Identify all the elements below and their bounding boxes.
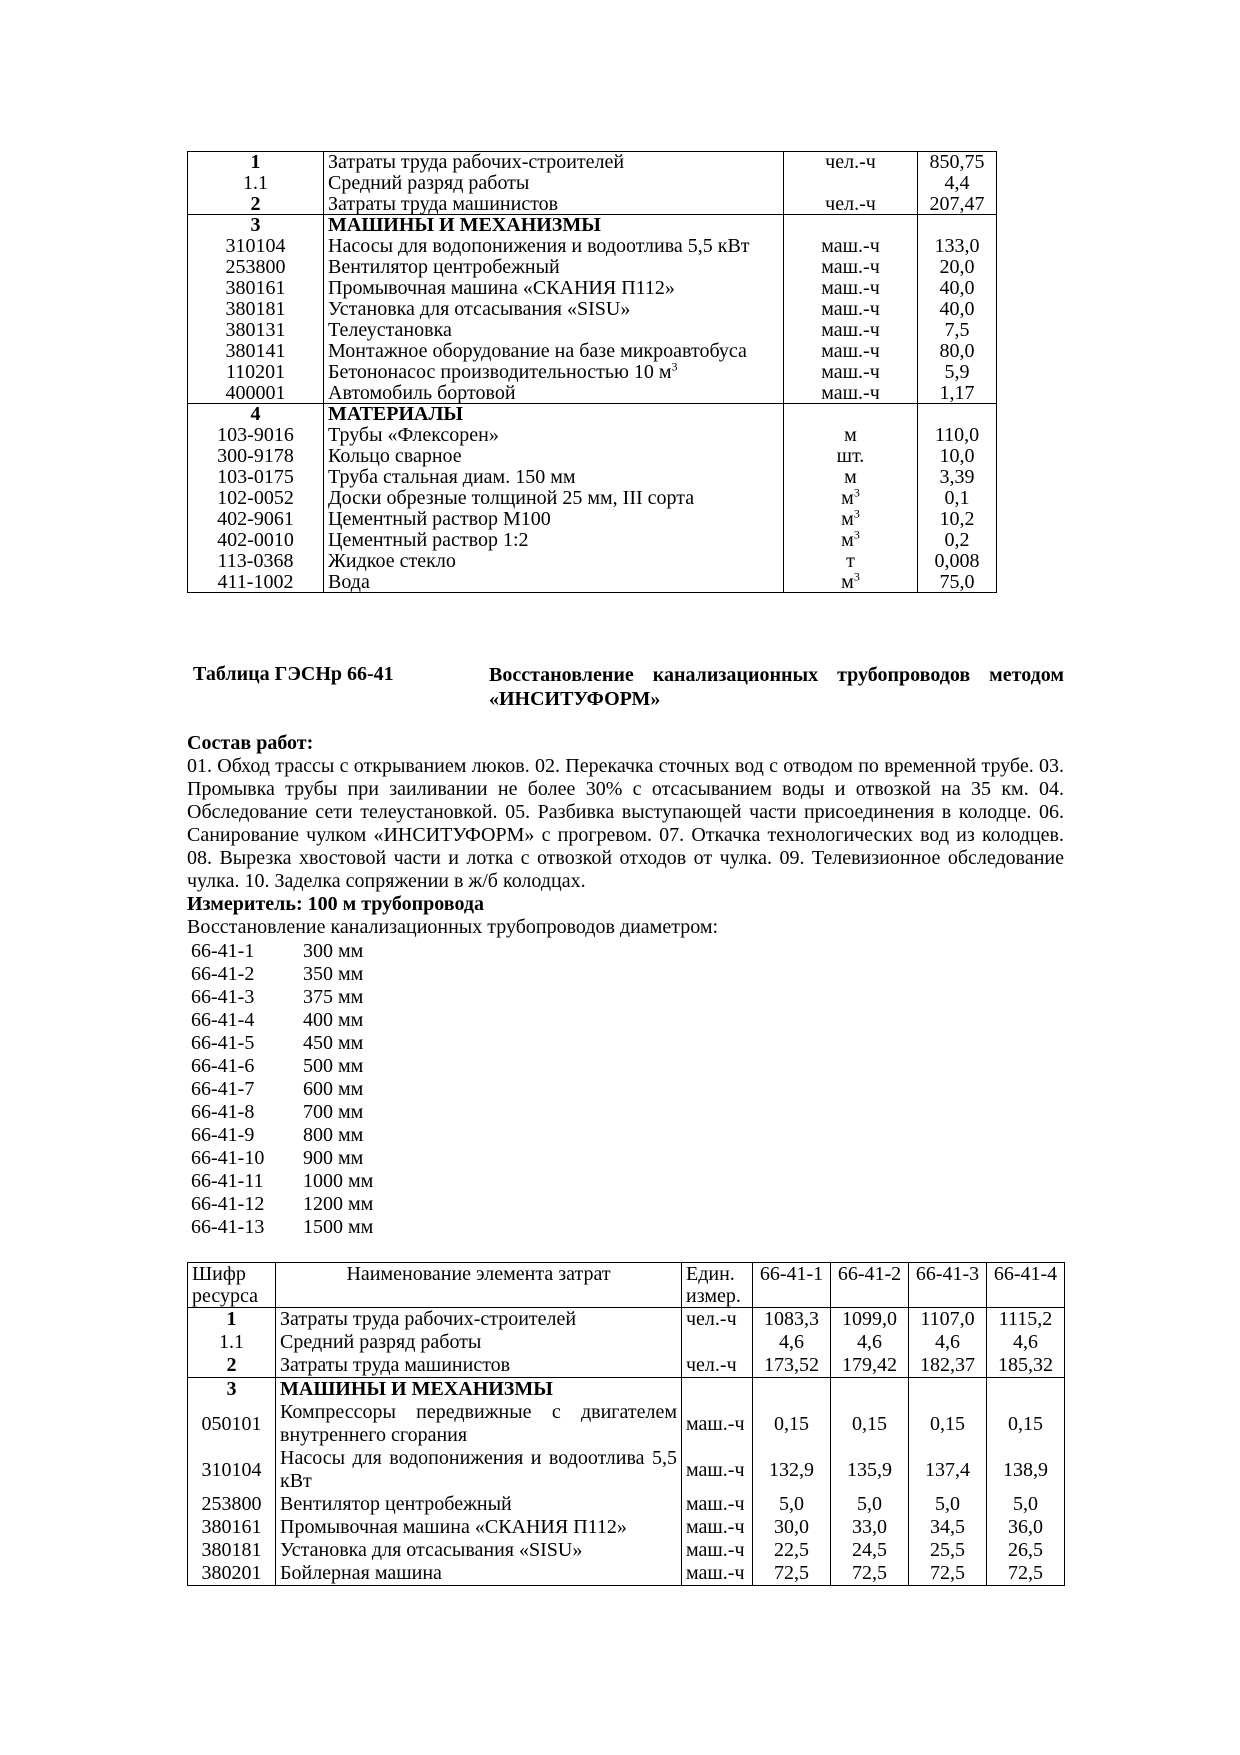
resource-value: 26,5 — [987, 1539, 1065, 1562]
resource-name — [324, 467, 784, 488]
resource-unit — [784, 425, 918, 446]
resource-code: 310104 — [188, 1447, 276, 1493]
header-unit: Един. измер. — [682, 1263, 753, 1308]
table-row — [188, 1378, 1065, 1402]
diameter-size: 300 мм — [303, 940, 364, 962]
resource-code: 380201 — [188, 1562, 276, 1586]
resource-name — [324, 236, 784, 257]
diameter-size: 600 мм — [303, 1078, 364, 1100]
resource-value: 75,0 — [918, 572, 997, 593]
resource-value — [909, 1378, 987, 1402]
resource-value: 1083,3 — [753, 1308, 831, 1332]
resource-name-text: Цементный раствор М100 — [328, 508, 551, 530]
resource-code: 103-9016 — [188, 425, 324, 446]
resource-value: 5,0 — [987, 1493, 1065, 1516]
table-row — [188, 1516, 1065, 1539]
diameter-code: 66-41-8 — [191, 1101, 255, 1123]
resource-name-text: Вода — [328, 571, 370, 593]
resource-code: 253800 — [188, 1493, 276, 1516]
resource-value: 133,0 — [918, 236, 997, 257]
resource-name-text: Затраты труда рабочих-строителей — [328, 151, 625, 173]
diameter-item — [191, 1078, 453, 1101]
resource-code: 380161 — [188, 1516, 276, 1539]
diameter-code: 66-41-9 — [191, 1124, 255, 1146]
header-col-4: 66-41-4 — [987, 1263, 1065, 1308]
table-row — [188, 278, 997, 299]
resource-unit: чел.-ч — [682, 1354, 753, 1378]
resource-code: 310104 — [188, 236, 324, 257]
resource-value: 173,52 — [753, 1354, 831, 1378]
resource-table-top — [187, 151, 997, 593]
table-row — [188, 236, 997, 257]
header-col-1: 66-41-1 — [753, 1263, 831, 1308]
resource-name: Компрессоры передвижные с двигателем внутреннего сгорания — [276, 1401, 682, 1447]
resource-unit: маш.-ч — [682, 1516, 753, 1539]
resource-unit: маш.-ч — [682, 1447, 753, 1493]
resource-name — [324, 299, 784, 320]
resource-unit: маш.-ч — [682, 1539, 753, 1562]
resource-unit — [784, 152, 918, 173]
table-row — [188, 1308, 1065, 1332]
resource-unit-text: чел.-ч — [825, 151, 876, 173]
diameter-code: 66-41-2 — [191, 963, 255, 985]
resource-value: 30,0 — [753, 1516, 831, 1539]
resource-code: 1 — [188, 1308, 276, 1332]
resource-name-text: Телеустановка — [328, 319, 452, 341]
resource-value: 25,5 — [909, 1539, 987, 1562]
resource-unit-text: маш.-ч — [821, 361, 880, 383]
works-heading: Состав работ: — [187, 732, 314, 754]
resource-unit — [784, 173, 918, 194]
resource-name — [324, 362, 784, 383]
resource-code: 402-9061 — [188, 509, 324, 530]
resource-unit — [784, 488, 918, 509]
diameter-size: 400 мм — [303, 1009, 364, 1031]
diameter-size: 1000 мм — [303, 1170, 374, 1192]
diameter-item — [191, 1101, 453, 1124]
resource-value: 4,6 — [987, 1331, 1065, 1354]
resource-value: 185,32 — [987, 1354, 1065, 1378]
resource-value: 4,6 — [909, 1331, 987, 1354]
resource-name-text: Средний разряд работы — [328, 172, 530, 194]
resource-name-text: Труба стальная диам. 150 мм — [328, 466, 576, 488]
diameter-code: 66-41-10 — [191, 1147, 265, 1169]
resource-value: 1107,0 — [909, 1308, 987, 1332]
resource-name: Установка для отсасывания «SISU» — [276, 1539, 682, 1562]
table-row — [188, 446, 997, 467]
table-row — [188, 509, 997, 530]
resource-name: Насосы для водопонижения и водоотлива 5,5 кВт — [276, 1447, 682, 1493]
resource-value: 72,5 — [909, 1562, 987, 1586]
diameter-item — [191, 1193, 453, 1216]
resource-value: 4,6 — [831, 1331, 909, 1354]
table-row — [188, 1354, 1065, 1378]
diameter-size: 1200 мм — [303, 1193, 374, 1215]
resource-name — [324, 152, 784, 173]
resource-unit-superscript: 3 — [853, 508, 860, 520]
resource-code: 4 — [188, 404, 324, 425]
resource-unit — [784, 467, 918, 488]
resource-name: Затраты труда рабочих-строителей — [276, 1308, 682, 1332]
resource-value: 138,9 — [987, 1447, 1065, 1493]
resource-name — [324, 425, 784, 446]
resource-value: 110,0 — [918, 425, 997, 446]
diameter-code: 66-41-5 — [191, 1032, 255, 1054]
table-row — [188, 1493, 1065, 1516]
table-row — [188, 572, 997, 593]
works-description: 01. Обход трассы с открыванием люков. 02. Перекачка сточных вод с отводом по временной трубе. 03. Промывка трубы при заиливании не более 30% с отсасыванием воды и отвозкой на 35 км. 04. Обследование сети телеустановкой. 05. Разбивка выступающей части присоединения в колодце. 06. Санирование чулком «ИНСИТУФОРМ» с прогревом. 07. Откачка технологических вод из колодцев. 08. Вырезка хвостовой части и лотка с отвозкой отходов от чулка. 09. Телевизионное обследование чулка. 10. Заделка сопряжении в ж/б колодцах. — [187, 755, 1064, 892]
resource-code: 3 — [188, 1378, 276, 1402]
resource-unit-superscript: 3 — [853, 571, 860, 583]
diameter-item — [191, 1170, 453, 1193]
resource-name — [324, 194, 784, 215]
resource-value — [918, 215, 997, 236]
resource-value — [831, 1378, 909, 1402]
resource-code: 300-9178 — [188, 446, 324, 467]
resource-value: 10,0 — [918, 446, 997, 467]
diameter-item — [191, 986, 453, 1009]
diameter-size: 450 мм — [303, 1032, 364, 1054]
resource-unit-superscript: 3 — [853, 487, 860, 499]
resource-value: 0,15 — [753, 1401, 831, 1447]
resource-code: 400001 — [188, 383, 324, 404]
resource-name-text: Насосы для водопонижения и водоотлива 5,5 кВт — [328, 235, 750, 257]
resource-name — [324, 488, 784, 509]
resource-unit — [784, 341, 918, 362]
resource-value: 1115,2 — [987, 1308, 1065, 1332]
diameter-item — [191, 1147, 453, 1170]
diameter-code: 66-41-3 — [191, 986, 255, 1008]
resource-unit — [784, 509, 918, 530]
resource-value: 72,5 — [987, 1562, 1065, 1586]
diameter-size: 800 мм — [303, 1124, 364, 1146]
resource-name-text: МАШИНЫ И МЕХАНИЗМЫ — [328, 214, 601, 236]
table-row — [188, 194, 997, 215]
resource-value: 7,5 — [918, 320, 997, 341]
table-row — [188, 341, 997, 362]
measure-unit: Измеритель: 100 м трубопровода — [187, 893, 484, 915]
resource-name — [324, 404, 784, 425]
diameter-code: 66-41-6 — [191, 1055, 255, 1077]
resource-name-text: Автомобиль бортовой — [328, 382, 516, 404]
resource-name-text: Монтажное оборудование на базе микроавтобуса — [328, 340, 747, 362]
resource-table-main-body — [188, 1263, 1065, 1586]
diameter-list — [191, 940, 453, 1239]
resource-name: Средний разряд работы — [276, 1331, 682, 1354]
resource-unit — [784, 236, 918, 257]
resource-code: 1.1 — [188, 173, 324, 194]
resource-code: 3 — [188, 215, 324, 236]
table-row — [188, 1447, 1065, 1493]
resource-value: 5,0 — [753, 1493, 831, 1516]
resource-name — [324, 341, 784, 362]
resource-code: 380181 — [188, 1539, 276, 1562]
diameter-size: 900 мм — [303, 1147, 364, 1169]
table-row — [188, 257, 997, 278]
resource-code: 2 — [188, 194, 324, 215]
resource-name: Промывочная машина «СКАНИЯ П112» — [276, 1516, 682, 1539]
works-section — [187, 732, 1064, 939]
resource-unit — [784, 215, 918, 236]
resource-code: 411-1002 — [188, 572, 324, 593]
resource-unit-text: маш.-ч — [821, 382, 880, 404]
diameter-item — [191, 1009, 453, 1032]
resource-unit-text: маш.-ч — [821, 340, 880, 362]
resource-value: 40,0 — [918, 278, 997, 299]
resource-value: 72,5 — [753, 1562, 831, 1586]
resource-value: 0,1 — [918, 488, 997, 509]
resource-unit-text: м — [844, 424, 857, 446]
resource-name — [324, 215, 784, 236]
resource-unit-text: маш.-ч — [821, 319, 880, 341]
diameter-item — [191, 963, 453, 986]
resource-value: 135,9 — [831, 1447, 909, 1493]
header-col-3: 66-41-3 — [909, 1263, 987, 1308]
resource-unit-text: м — [841, 529, 854, 551]
diameter-code: 66-41-13 — [191, 1216, 265, 1238]
diameter-item — [191, 1216, 453, 1239]
resource-name — [324, 383, 784, 404]
resource-unit — [784, 299, 918, 320]
resource-name-superscript: 3 — [671, 361, 678, 373]
resource-unit-text: м — [844, 466, 857, 488]
resource-name — [324, 551, 784, 572]
resource-name-text: Бетононасос производительностью 10 м — [328, 361, 672, 383]
resource-table-top-body — [188, 152, 997, 593]
resource-unit — [784, 278, 918, 299]
header-col-2: 66-41-2 — [831, 1263, 909, 1308]
resource-value: 4,6 — [753, 1331, 831, 1354]
resource-value: 0,15 — [909, 1401, 987, 1447]
diameter-code: 66-41-12 — [191, 1193, 265, 1215]
resource-unit-text: т — [846, 550, 855, 572]
resource-name-text: Вентилятор центробежный — [328, 256, 560, 278]
table-row — [188, 467, 997, 488]
table-row — [188, 425, 997, 446]
resource-value: 40,0 — [918, 299, 997, 320]
resource-unit: маш.-ч — [682, 1401, 753, 1447]
diameter-item — [191, 940, 453, 963]
table-row — [188, 152, 997, 173]
resource-unit — [784, 404, 918, 425]
resource-unit — [784, 383, 918, 404]
resource-value: 80,0 — [918, 341, 997, 362]
resource-code: 380181 — [188, 299, 324, 320]
resource-code: 380131 — [188, 320, 324, 341]
resource-unit — [784, 362, 918, 383]
resource-code: 113-0368 — [188, 551, 324, 572]
resource-unit — [682, 1331, 753, 1354]
table-row — [188, 1562, 1065, 1586]
table-row — [188, 488, 997, 509]
resource-name-text: Доски обрезные толщиной 25 мм, III сорта — [328, 487, 695, 509]
table-header-row — [188, 1263, 1065, 1308]
table-number: Таблица ГЭСНр 66-41 — [193, 663, 394, 685]
resource-value: 1,17 — [918, 383, 997, 404]
resource-unit — [784, 257, 918, 278]
table-row — [188, 215, 997, 236]
resource-code: 102-0052 — [188, 488, 324, 509]
resource-name: Затраты труда машинистов — [276, 1354, 682, 1378]
resource-value: 0,008 — [918, 551, 997, 572]
table-row — [188, 530, 997, 551]
diameters-intro: Восстановление канализационных трубопроводов диаметром: — [187, 916, 719, 938]
resource-unit-text: м — [841, 487, 854, 509]
resource-name — [324, 509, 784, 530]
resource-code: 1 — [188, 152, 324, 173]
table-row — [188, 1401, 1065, 1447]
resource-name-text: МАТЕРИАЛЫ — [328, 403, 463, 425]
resource-value: 0,15 — [987, 1401, 1065, 1447]
resource-name: Бойлерная машина — [276, 1562, 682, 1586]
resource-name: Вентилятор центробежный — [276, 1493, 682, 1516]
resource-code: 380141 — [188, 341, 324, 362]
diameter-code: 66-41-1 — [191, 940, 255, 962]
resource-value — [987, 1378, 1065, 1402]
resource-name-text: Трубы «Флексорен» — [328, 424, 499, 446]
table-row — [188, 320, 997, 341]
table-row — [188, 551, 997, 572]
resource-name — [324, 530, 784, 551]
diameter-item — [191, 1032, 453, 1055]
resource-value: 850,75 — [918, 152, 997, 173]
resource-value: 0,2 — [918, 530, 997, 551]
resource-unit — [784, 194, 918, 215]
resource-value — [753, 1378, 831, 1402]
resource-name-text: Кольцо сварное — [328, 445, 462, 467]
resource-value: 137,4 — [909, 1447, 987, 1493]
resource-unit-text: шт. — [836, 445, 865, 467]
resource-value: 182,37 — [909, 1354, 987, 1378]
resource-name-text: Цементный раствор 1:2 — [328, 529, 529, 551]
resource-value: 179,42 — [831, 1354, 909, 1378]
resource-unit — [784, 551, 918, 572]
resource-code: 103-0175 — [188, 467, 324, 488]
resource-name-text: Установка для отсасывания «SISU» — [328, 298, 631, 320]
resource-value — [918, 404, 997, 425]
resource-code: 402-0010 — [188, 530, 324, 551]
resource-value: 132,9 — [753, 1447, 831, 1493]
resource-value: 0,15 — [831, 1401, 909, 1447]
resource-unit — [682, 1378, 753, 1402]
table-title: Восстановление канализационных трубопроводов методом «ИНСИТУФОРМ» — [489, 664, 1064, 710]
resource-code: 2 — [188, 1354, 276, 1378]
resource-unit-text: маш.-ч — [821, 256, 880, 278]
diameter-code: 66-41-7 — [191, 1078, 255, 1100]
resource-unit: маш.-ч — [682, 1562, 753, 1586]
diameter-size: 375 мм — [303, 986, 364, 1008]
diameter-code: 66-41-11 — [191, 1170, 264, 1192]
table-row — [188, 404, 997, 425]
resource-unit-superscript: 3 — [853, 529, 860, 541]
resource-unit — [784, 572, 918, 593]
resource-value: 72,5 — [831, 1562, 909, 1586]
header-name: Наименование элемента затрат — [276, 1263, 682, 1308]
resource-name — [324, 320, 784, 341]
resource-value: 10,2 — [918, 509, 997, 530]
resource-unit — [784, 446, 918, 467]
resource-table-main — [187, 1262, 1065, 1586]
resource-name-text: Жидкое стекло — [328, 550, 456, 572]
resource-value: 5,9 — [918, 362, 997, 383]
diameter-item — [191, 1124, 453, 1147]
resource-name — [324, 278, 784, 299]
resource-unit — [784, 530, 918, 551]
resource-unit-text: маш.-ч — [821, 277, 880, 299]
resource-value: 34,5 — [909, 1516, 987, 1539]
resource-value: 22,5 — [753, 1539, 831, 1562]
resource-name — [324, 173, 784, 194]
diameter-size: 350 мм — [303, 963, 364, 985]
resource-name — [324, 446, 784, 467]
resource-code: 380161 — [188, 278, 324, 299]
resource-name-text: Промывочная машина «СКАНИЯ П112» — [328, 277, 675, 299]
resource-unit-text: маш.-ч — [821, 235, 880, 257]
resource-value: 24,5 — [831, 1539, 909, 1562]
resource-unit-text: м — [841, 508, 854, 530]
diameter-item — [191, 1055, 453, 1078]
resource-value: 3,39 — [918, 467, 997, 488]
table-row — [188, 299, 997, 320]
resource-unit-text: маш.-ч — [821, 298, 880, 320]
resource-value: 36,0 — [987, 1516, 1065, 1539]
resource-value: 20,0 — [918, 257, 997, 278]
resource-value: 5,0 — [909, 1493, 987, 1516]
resource-name-text: Затраты труда машинистов — [328, 193, 559, 215]
resource-unit-text: чел.-ч — [825, 193, 876, 215]
table-row — [188, 362, 997, 383]
resource-code: 050101 — [188, 1401, 276, 1447]
diameter-size: 1500 мм — [303, 1216, 374, 1238]
diameter-size: 500 мм — [303, 1055, 364, 1077]
diameter-code: 66-41-4 — [191, 1009, 255, 1031]
diameter-size: 700 мм — [303, 1101, 364, 1123]
resource-unit — [784, 320, 918, 341]
resource-name — [324, 572, 784, 593]
resource-unit-text: м — [841, 571, 854, 593]
resource-name — [324, 257, 784, 278]
resource-code: 253800 — [188, 257, 324, 278]
resource-value: 4,4 — [918, 173, 997, 194]
resource-value: 5,0 — [831, 1493, 909, 1516]
table-row — [188, 173, 997, 194]
resource-unit: чел.-ч — [682, 1308, 753, 1332]
resource-unit: маш.-ч — [682, 1493, 753, 1516]
table-row — [188, 1539, 1065, 1562]
resource-code: 110201 — [188, 362, 324, 383]
resource-value: 33,0 — [831, 1516, 909, 1539]
table-row — [188, 383, 997, 404]
resource-value: 1099,0 — [831, 1308, 909, 1332]
resource-code: 1.1 — [188, 1331, 276, 1354]
header-code: Шифр ресурса — [188, 1263, 276, 1308]
table-row — [188, 1331, 1065, 1354]
resource-name: МАШИНЫ И МЕХАНИЗМЫ — [276, 1378, 682, 1402]
resource-value: 207,47 — [918, 194, 997, 215]
